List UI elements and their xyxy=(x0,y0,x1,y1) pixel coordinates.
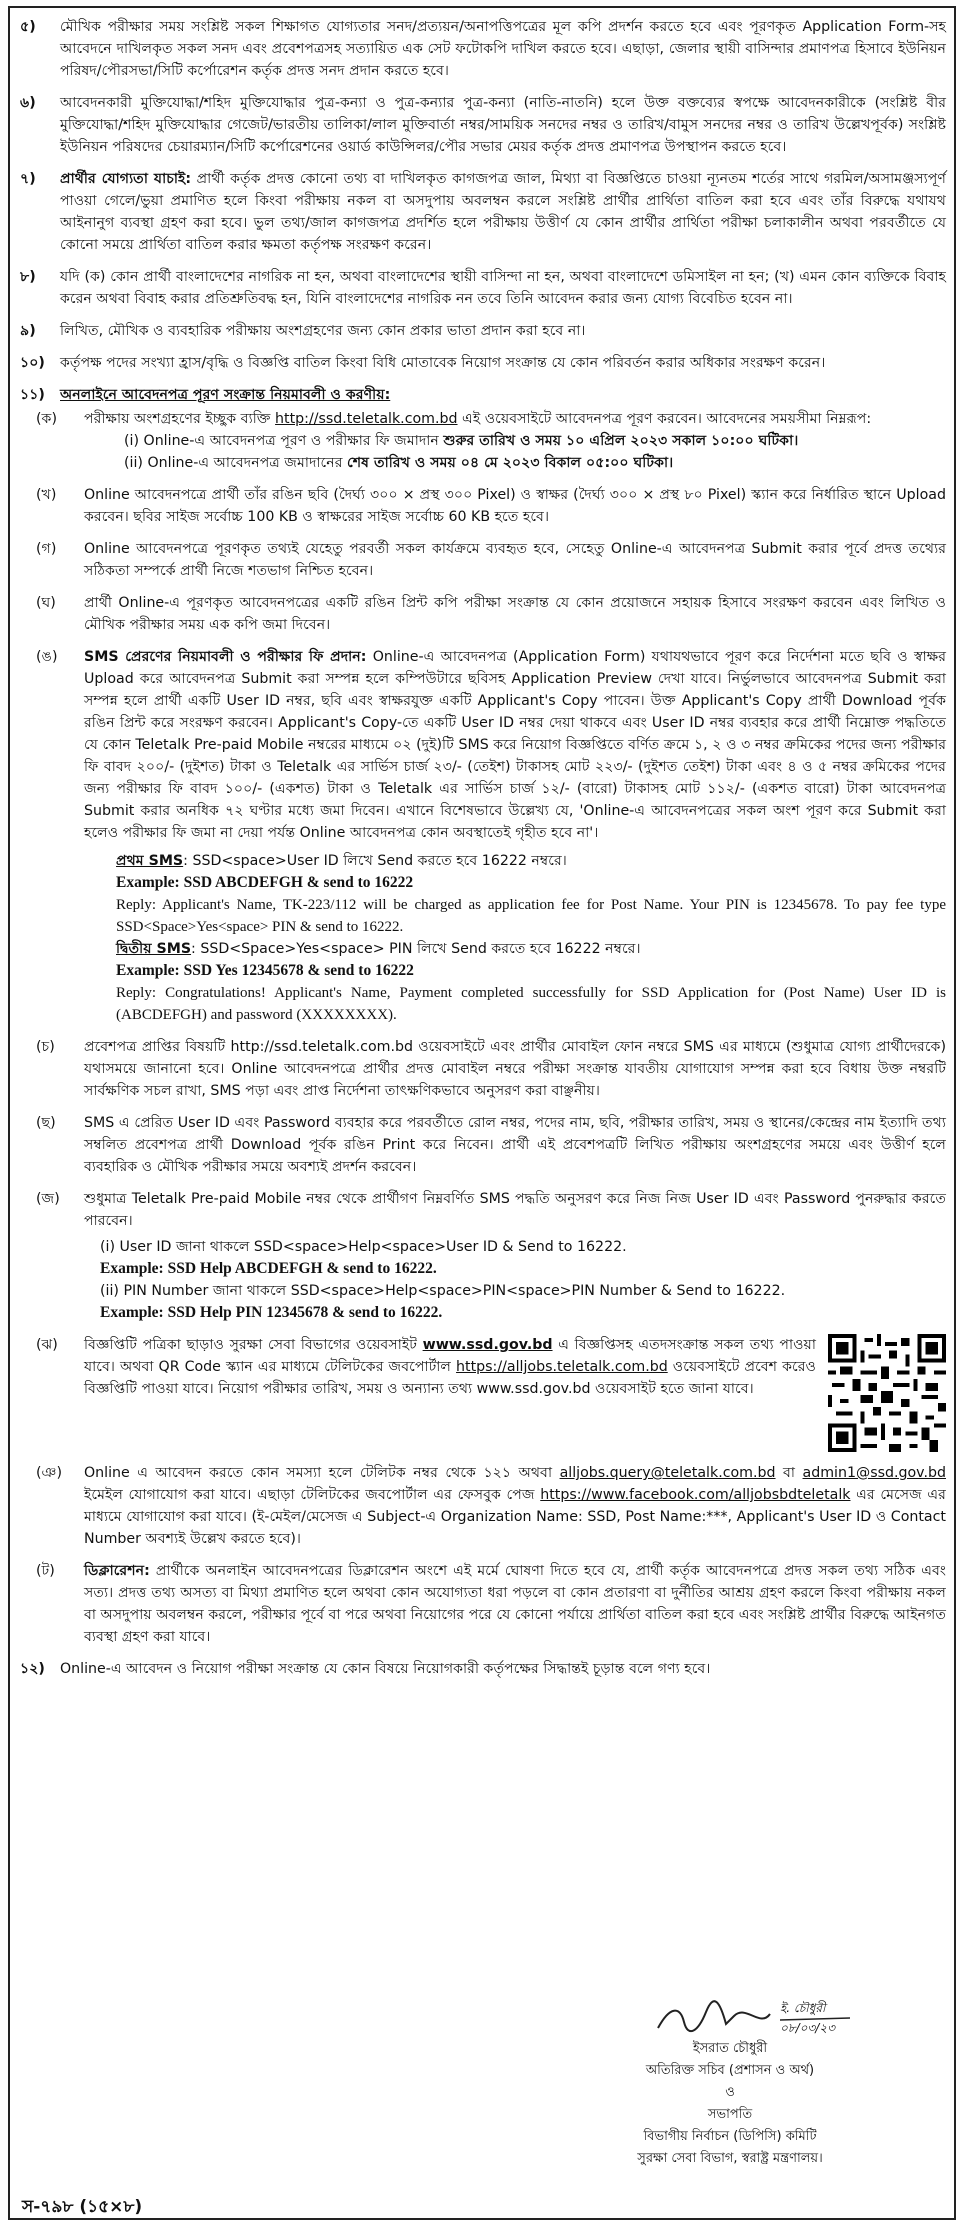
item-12: ১২) Online-এ আবেদন ও নিয়োগ পরীক্ষা সংক্রান্ত যে কোন বিষয়ে নিয়োগকারী কর্তৃপক্ষের সিদ্ধান্তই চূড়ান্ত বলে গণ্য হবে। xyxy=(20,1661,711,1677)
alljobs-link[interactable]: https://alljobs.teletalk.com.bd xyxy=(456,1359,668,1375)
signature-block: ইসরাত চৌধুরী অতিরিক্ত সচিব (প্রশাসন ও অর্থ) ও সভাপতি বিভাগীয় নির্বাচন (ডিপিসি) কমিটি সুরক্ষা সেবা বিভাগ, স্বরাষ্ট্র মন্ত্রণালয়। xyxy=(530,2038,930,2170)
sub-ta: (ট) ডিক্লারেশন: প্রার্থীকে অনলাইন আবেদনপত্রের ডিক্লারেশন অংশে এই মর্মে ঘোষণা দিতে হবে যে, প্রার্থী কর্তৃক আবেদনপত্রে প্রদত্ত সকল তথ্য সঠিক এবং সত্য। প্রদত্ত তথ্য অসত্য বা মিথ্যা প্রমাণিত হলে অথবা কোন অযোগ্যতা ধরা পড়লে বা কোন প্রতারণা বা দুর্নীতির আশ্রয় গ্রহণ করলে কিংবা পরীক্ষায় নকল বা অসদুপায় অবলম্বন করলে, পরীক্ষার পূর্বে বা পরে অথবা নিয়োগের পরে যে কোনো পর্যায়ে প্রার্থিতা বাতিল করা হবে এবং সংশ্লিষ্ট প্রার্থীর বিরুদ্ধে আইনগত ব্যবস্থা গ্রহণ করা যাবে। xyxy=(36,1563,946,1645)
notice-page xyxy=(8,6,956,2220)
sub-chha: (ছ) SMS এ প্রেরিত User ID এবং Password ব্যবহার করে পরবর্তীতে রোল নম্বর, পদের নাম, ছবি, পরীক্ষার তারিখ, সময় ও স্থানের/কেন্দ্রের নাম ইত্যাদি তথ্য সম্বলিত প্রবেশপত্র প্রার্থী Download পূর্বক রঙিন Print করে নিবেন। প্রার্থী এই প্রবেশপত্রটি লিখিত পরীক্ষায় অংশগ্রহণের সময়ে এবং উত্তীর্ণ হলে ব্যবহারিক ও মৌখিক পরীক্ষার সময়ে অবশ্যই প্রদর্শন করবেন। xyxy=(36,1115,946,1175)
sms-rules-label: SMS প্রেরণের নিয়মাবলী ও পরীক্ষার ফি প্রদান: xyxy=(84,649,367,665)
signatory-role: সভাপতি xyxy=(707,2107,753,2122)
notice-content xyxy=(20,16,946,1690)
signatory-title: অতিরিক্ত সচিব (প্রশাসন ও অর্থ) xyxy=(645,2063,815,2078)
item-7: ৭) প্রার্থীর যোগ্যতা যাচাই: প্রার্থী কর্তৃক প্রদত্ত কোনো তথ্য বা দাখিলকৃত কাগজপত্র জাল, মিথ্যা বা বিজ্ঞপ্তিতে চাওয়া ন্যূনতম শর্তের সাথে গরমিল/অসামঞ্জস্যপূর্ণ পাওয়া গেলে/ভুয়া প্রমাণিত হলে কিংবা পরীক্ষায় নকল বা অসদুপায় অবলম্বন করলে সংশ্লিষ্ট প্রার্থীর প্রার্থিতা বাতিল করা হবে এবং তাঁর বিরুদ্ধে যথাযথ আইনানুগ ব্যবস্থা গ্রহণ করা হবে। ভুল তথ্য/জাল কাগজপত্র প্রদর্শিত হলে পরীক্ষায় উত্তীর্ণ যে কোন প্রার্থীর প্রার্থিতা পরীক্ষা চলাকালীন অথবা পরবর্তীতে যে কোনো সময়ে প্রার্থিতা বাতিল করার ক্ষমতা কর্তৃপক্ষ সংরক্ষণ করেন। xyxy=(20,171,947,253)
footer-code: স-৭৯৮ (১৫×৮) xyxy=(22,2197,143,2217)
item-5: ৫) মৌখিক পরীক্ষার সময় সংশ্লিষ্ট সকল শিক্ষাগত যোগ্যতার সনদ/প্রত্যয়ন/অনাপত্তিপত্রের মূল কপি প্রদর্শন করতে হবে এবং পূরণকৃত Application Form-সহ আবেদনে দাখিলকৃত সকল সনদ এবং প্রবেশপত্রসহ সত্যায়িত এক সেট ফটোকপি দাখিল করতে হবে। এছাড়া, জেলার স্থায়ী বাসিন্দার প্রমাণপত্র হিসাবে ইউনিয়ন পরিষদ/পৌরসভা/সিটি কর্পোরেশন কর্তৃক প্রদত্ত সনদ প্রদান করতে হবে। xyxy=(20,19,946,79)
item-11-title: অনলাইনে আবেদনপত্র পূরণ সংক্রান্ত নিয়মাবলী ও করণীয়: xyxy=(60,387,391,403)
ssd-teletalk-link[interactable]: http://ssd.teletalk.com.bd xyxy=(275,411,458,427)
sms-first-example: Example: SSD ABCDEFGH & send to 16222 xyxy=(116,874,414,891)
item-11: ১১) অনলাইনে আবেদনপত্র পূরণ সংক্রান্ত নিয়মাবলী ও করণীয়: xyxy=(20,384,946,406)
sub-ga: (গ) Online আবেদনপত্রে পূরণকৃত তথ্যই যেহেতু পরবর্তী সকল কার্যক্রমে ব্যবহৃত হবে, সেহেতু Online-এ আবেদনপত্র Submit করার পূর্বে প্রদত্ত তথ্যের সঠিকতা সম্পর্কে প্রার্থী নিজে শতভাগ নিশ্চিত হবেন। xyxy=(36,541,946,579)
sms-second-example: Example: SSD Yes 12345678 & send to 16222 xyxy=(116,962,414,979)
alljobs-query-email-link[interactable]: alljobs.query@teletalk.com.bd xyxy=(559,1465,776,1481)
sub-jha: (ঝ) বিজ্ঞপ্তিটি পত্রিকা ছাড়াও সুরক্ষা সেবা বিভাগের ওয়েবসাইট www.ssd.gov.bd এ বিজ্ঞপ্তিসহ এতদসংক্রান্ত সকল তথ্য পাওয়া যাবে। অথবা QR Code স্ক্যান এর মাধ্যমে টেলিটকের জবপোর্টাল https://alljobs.teletalk.com.bd ওয়েবসাইটে প্রবেশ করেও বিজ্ঞপ্তিটি পাওয়া যাবে। নিয়োগ পরীক্ষার তারিখ, সময় ও অন্যান্য তথ্য www.ssd.gov.bd ওয়েবসাইট হতে জানা যাবে। xyxy=(26,1334,946,1452)
committee-name: বিভাগীয় নির্বাচন (ডিপিসি) কমিটি xyxy=(643,2129,817,2144)
sms-first: প্রথম SMS: SSD<space>User ID লিখে Send করতে হবে 16222 নম্বরে। Example: SSD ABCDEFGH & send to 16222 Reply: Applicant's Name, TK-223/112 will be charged as application fee for Post Name. Your PIN is 12345678. To pay fee type SSD<Space>Yes<space> PIN & send to 16222. দ্বিতীয় SMS: SSD<Space>Yes<space> PIN লিখে Send করতে হবে 16222 নম্বরে। Example: SSD Yes 12345678 & send to 16222 Reply: Congratulations! Applicant's Name, Payment completed successfully for SSD Application for (Post Name) User ID is (ABCDEFGH) and password (XXXXXXXX). xyxy=(84,850,946,1026)
declaration-label: ডিক্লারেশন: xyxy=(84,1563,150,1579)
item-8: ৮) যদি (ক) কোন প্রার্থী বাংলাদেশের নাগরিক না হন, অথবা বাংলাদেশের স্থায়ী বাসিন্দা না হন, অথবা বাংলাদেশে ডমিসাইল না হন; (খ) এমন কোন ব্যক্তিকে বিবাহ করেন অথবা বিবাহ করার প্রতিশ্রুতিবদ্ধ হন, যিনি বাংলাদেশের নাগরিক নন তবে তিনি আবেদন করার জন্য যোগ্য বিবেচিত হবেন না। xyxy=(20,269,946,307)
sub-cha: (চ) প্রবেশপত্র প্রাপ্তির বিষয়টি http://ssd.teletalk.com.bd ওয়েবসাইটে এবং প্রার্থীর মোবাইল ফোন নম্বরে SMS এর মাধ্যমে (শুধুমাত্র যোগ্য প্রার্থীদেরকে) যথাসময়ে জানানো হবে। Online আবেদনপত্রে প্রার্থীর প্রদত্ত মোবাইল নম্বরে পরীক্ষা সংক্রান্ত যাবতীয় যোগাযোগ সম্পন্ন করা হবে বিধায় উক্ত নম্বরটি সার্বক্ষণিক সচল রাখা, SMS পড়া এবং প্রাপ্ত নির্দেশনা তাৎক্ষণিকভাবে অনুসরণ করা বাঞ্ছনীয়। xyxy=(36,1039,946,1099)
sub-gha: (ঘ) প্রার্থী Online-এ পূরণকৃত আবেদনপত্রের একটি রঙিন প্রিন্ট কপি পরীক্ষা সংক্রান্ত যে কোন প্রয়োজনে সহায়ক হিসাবে সংরক্ষণ করবেন এবং লিখিত ও মৌখিক পরীক্ষার সময় এক কপি জমা দিবেন। xyxy=(36,595,946,633)
sub-ka: (ক) পরীক্ষায় অংশগ্রহণের ইচ্ছুক ব্যক্তি http://ssd.teletalk.com.bd এই ওয়েবসাইটে আবেদনপত্র পূরণ করবেন। আবেদনের সময়সীমা নিম্নরূপ: (i) Online-এ আবেদনপত্র পূরণ ও পরীক্ষার ফি জমাদান শুরুর তারিখ ও সময় ১০ এপ্রিল ২০২৩ সকাল ১০:০০ ঘটিকা। (ii) Online-এ আবেদনপত্র জমাদানের শেষ তারিখ ও সময় ০৪ মে ২০২৩ বিকাল ০৫:০০ ঘটিকা। xyxy=(36,411,872,471)
item-7-label: প্রার্থীর যোগ্যতা যাচাই: xyxy=(60,171,192,187)
department-name: সুরক্ষা সেবা বিভাগ, স্বরাষ্ট্র মন্ত্রণালয়। xyxy=(637,2151,823,2166)
item-6: ৬) আবেদনকারী মুক্তিযোদ্ধা/শহিদ মুক্তিযোদ্ধার পুত্র-কন্যা ও পুত্র-কন্যার পুত্র-কন্যা (নাতি-নাতনি) হলে উক্ত বক্তব্যের স্বপক্ষে আবেদনকারীকে (সংশ্লিষ্ট বীর মুক্তিযোদ্ধা/শহিদ মুক্তিযোদ্ধার গেজেট/ভারতীয় তালিকা/লাল মুক্তিবার্তা নম্বর/সাময়িক সনদের নম্বর ও তারিখ/বামুস সনদের নম্বর ও তারিখ উল্লেখপূর্বক) সংশ্লিষ্ট ইউনিয়ন পরিষদের চেয়ারম্যান/সিটি কর্পোরেশনের ওয়ার্ড কাউন্সিলর/পৌর সভার মেয়র কর্তৃক প্রদত্ত প্রমাণপত্র উপস্থাপন করতে হবে। xyxy=(20,95,946,155)
sms-second-reply: Reply: Congratulations! Applicant's Name, Payment completed successfully for SSD Application for (Post Name) User ID is (ABCDEFGH) and password (XXXXXXXX). xyxy=(116,985,946,1023)
item-9: ৯) লিখিত, মৌখিক ও ব্যবহারিক পরীক্ষায় অংশগ্রহণের জন্য কোন প্রকার ভাতা প্রদান করা হবে না। xyxy=(20,323,586,339)
admin-email-link[interactable]: admin1@ssd.gov.bd xyxy=(802,1465,946,1481)
sub-ja: (জ) শুধুমাত্র Teletalk Pre-paid Mobile নম্বর থেকে প্রার্থীগণ নিম্নবর্ণিত SMS পদ্ধতি অনুসরণ করে নিজ নিজ User ID এবং Password পুনরুদ্ধার করতে পারবেন। (i) User ID জানা থাকলে SSD<space>Help<space>User ID & Send to 16222. Example: SSD Help ABCDEFGH & send to 16222. (ii) PIN Number জানা থাকলে SSD<space>Help<space>PIN<space>PIN Number & Send to 16222. Example: SSD Help PIN 12345678 & send to 16222. xyxy=(36,1191,946,1321)
signature-scribble: ই. চৌধুরী ০৮/০৩/২৩ xyxy=(650,1998,870,2040)
ssd-gov-link[interactable]: www.ssd.gov.bd xyxy=(422,1337,553,1353)
facebook-page-link[interactable]: https://www.facebook.com/alljobsbdteletalk xyxy=(540,1487,851,1503)
item-10: ১০) কর্তৃপক্ষ পদের সংখ্যা হ্রাস/বৃদ্ধি ও বিজ্ঞপ্তি বাতিল কিংবা বিধি মোতাবেক নিয়োগ সংক্রান্ত যে কোন পরিবর্তন করার অধিকার সংরক্ষণ করেন। xyxy=(20,355,826,371)
sub-uma: (ঙ) SMS প্রেরণের নিয়মাবলী ও পরীক্ষার ফি প্রদান: Online-এ আবেদনপত্র (Application Form) যথাযথভাবে পূরণ করে নির্দেশনা মতে ছবি ও স্বাক্ষর Upload করে আবেদনপত্র Submit করা সম্পন্ন হলে কম্পিউটারে ছবিসহ Application Preview দেখা যাবে। নির্ভুলভাবে আবেদনপত্র Submit করা সম্পন্ন হলে প্রার্থী একটি User ID নম্বর, ছবি এবং স্বাক্ষরযুক্ত একটি Applicant's Copy পাবেন। উক্ত Applicant's Copy প্রার্থী Download পূর্বক রঙিন প্রিন্ট করে সংরক্ষণ করবেন। Applicant's Copy-তে একটি User ID নম্বর দেয়া থাকবে এবং User ID নম্বর ব্যবহার করে প্রার্থী নিম্নোক্ত পদ্ধতিতে যে কোন Teletalk Pre-paid Mobile নম্বরের মাধ্যমে ০২ (দুই)টি SMS করে নিয়োগ বিজ্ঞপ্তিতে বর্ণিত ক্রমে ১, ২ ও ৩ নম্বর ক্রমিকের পদের জন্য পরীক্ষার ফি বাবদ ২০০/- (দুইশত) টাকা ও Teletalk এর সার্ভিস চার্জ ২৩/- (তেইশ) টাকাসহ মোট ২২৩/- (দুইশত তেইশ) টাকা এবং ৪ ও ৫ নম্বর ক্রমিকের পদের জন্য পরীক্ষার ফি বাবদ ১০০/- (একশত) টাকা ও Teletalk এর সার্ভিস চার্জ ১২/- (বারো) টাকাসহ মোট ১১২/- (একশত বারো) টাকা আবেদনপত্র Submit করার অনধিক ৭২ ঘণ্টার মধ্যে জমা দিবেন। এখানে বিশেষভাবে উল্লেখ্য যে, 'Online-এ আবেদনপত্রের সকল অংশ পূরণ করে Submit করা হলেও পরীক্ষার ফি জমা না দেয়া পর্যন্ত Online আবেদনপত্র কোন অবস্থাতেই গৃহীত হবে না'। প্রথম SMS: SSD<space>User ID লিখে Send করতে হবে 16222 নম্বরে। Example: SSD ABCDEFGH & send to 16222 Reply: Applicant's Name, TK-223/112 will be charged as application fee for Post Name. Your PIN is 12345678. To pay fee type SSD<Space>Yes<space> PIN & send to 16222. দ্বিতীয় SMS: SSD<Space>Yes<space> PIN লিখে Send করতে হবে 16222 নম্বরে। Example: SSD Yes 12345678 & send to 16222 Reply: Congratulations! Applicant's Name, Payment completed successfully for SSD Application for (Post Name) User ID is (ABCDEFGH) and password (XXXXXXXX). xyxy=(26,646,946,1026)
sub-nya: (ঞ) Online এ আবেদন করতে কোন সমস্যা হলে টেলিটক নম্বর থেকে ১২১ অথবা alljobs.query@teletalk.com.bd বা admin1@ssd.gov.bd ইমেইল যোগাযোগ করা যাবে। এছাড়া টেলিটকের জবপোর্টাল এর ফেসবুক পেজ https://www.facebook.com/alljobsbdteletalk এর মেসেজ এর মাধ্যমে যোগাযোগ করা যাবে। (ই-মেইল/মেসেজ এ Subject-এ Organization Name: SSD, Post Name:***, Applicant's User ID ও Contact Number অবশ্যই উল্লেখ করতে হবে)। xyxy=(36,1465,946,1547)
qr-code-icon[interactable] xyxy=(828,1334,946,1452)
sms-first-reply: Reply: Applicant's Name, TK-223/112 will be charged as application fee for Post Name. Your PIN is 12345678. To pay fee type SSD<Space>Yes<space> PIN & send to 16222. xyxy=(116,897,946,935)
signatory-name: ইসরাত চৌধুরী xyxy=(692,2041,768,2056)
sub-kha: (খ) Online আবেদনপত্রে প্রার্থী তাঁর রঙিন ছবি (দৈর্ঘ্য ৩০০ × প্রস্থ ৩০০ Pixel) ও স্বাক্ষর (দৈর্ঘ্য ৩০০ × প্রস্থ ৮০ Pixel) স্ক্যান করে নির্ধারিত স্থানে Upload করবেন। ছবির সাইজ সর্বোচ্চ 100 KB ও স্বাক্ষরের সাইজ সর্বোচ্চ 60 KB হতে হবে। xyxy=(36,487,946,525)
